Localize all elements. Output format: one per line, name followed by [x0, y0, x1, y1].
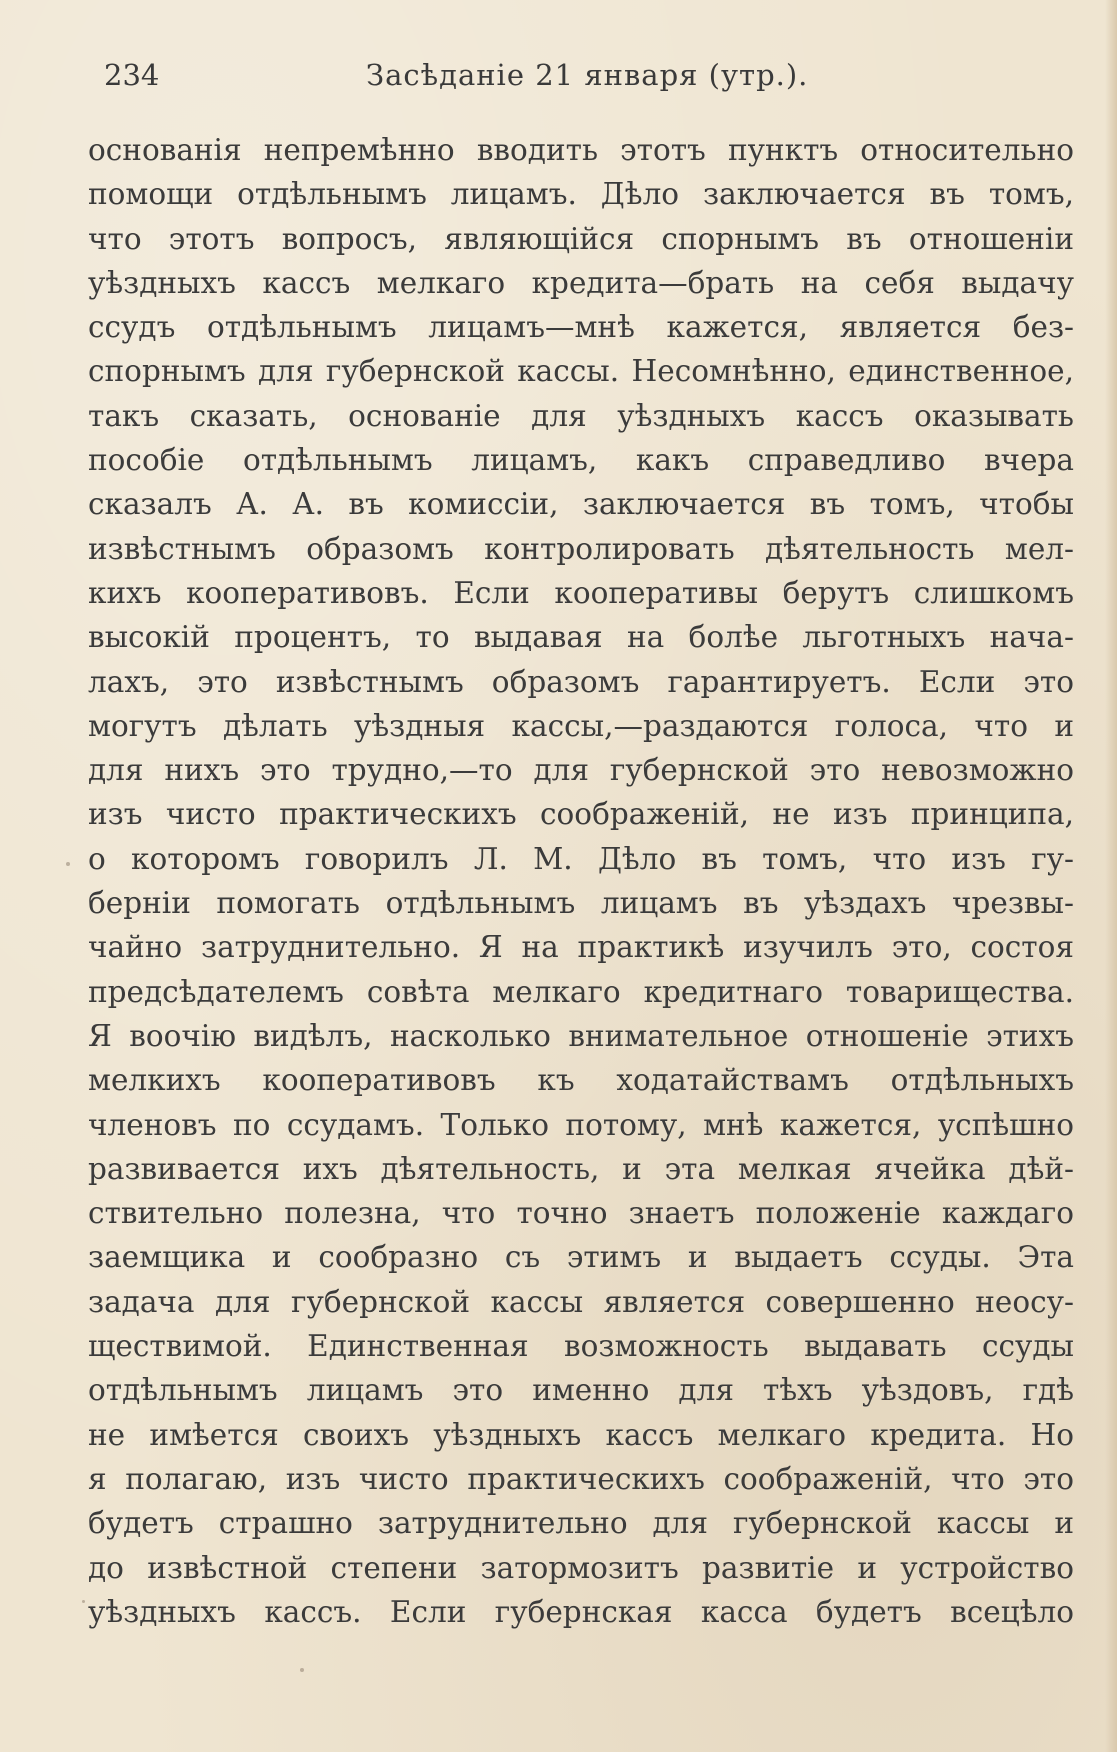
text-line: изъ чисто практическихъ соображеній, не изъ принципа, — [88, 797, 1074, 832]
text-line: что этотъ вопросъ, являющійся спорнымъ въ отношеніи — [88, 221, 1074, 256]
text-line: ствительно полезна, что точно знаетъ положеніе каждаго — [88, 1196, 1074, 1231]
text-line: развивается ихъ дѣятельность, и эта мелкая ячейка дѣй- — [88, 1151, 1074, 1186]
paper-speck — [66, 862, 70, 866]
page-header — [104, 58, 1074, 98]
text-line: будетъ страшно затруднительно для губернской кассы и — [88, 1506, 1074, 1541]
text-line: мелкихъ кооперативовъ къ ходатайствамъ отдѣльныхъ — [88, 1063, 1074, 1098]
text-line: до извѣстной степени затормозитъ развитіе и устройство — [88, 1550, 1074, 1585]
text-line: задача для губернской кассы является совершенно неосу- — [88, 1284, 1074, 1319]
page-edge-shadow — [1105, 0, 1117, 1752]
text-line: членовъ по ссудамъ. Только потому, мнѣ кажется, успѣшно — [88, 1107, 1074, 1142]
text-line: чайно затруднительно. Я на практикѣ изучилъ это, состоя — [88, 930, 1074, 965]
text-line: отдѣльнымъ лицамъ это именно для тѣхъ уѣздовъ, гдѣ — [88, 1373, 1074, 1408]
text-line: я полагаю, изъ чисто практическихъ соображеній, что это — [88, 1461, 1074, 1496]
text-line: уѣздныхъ кассъ мелкаго кредита—брать на себя выдачу — [88, 265, 1074, 300]
text-line: помощи отдѣльнымъ лицамъ. Дѣло заключается въ томъ, — [88, 177, 1074, 212]
text-line: кихъ кооперативовъ. Если кооперативы берутъ слишкомъ — [88, 575, 1074, 610]
text-line: спорнымъ для губернской кассы. Несомнѣнно, единственное, — [88, 354, 1074, 389]
text-line: лахъ, это извѣстнымъ образомъ гарантируетъ. Если это — [88, 664, 1074, 699]
text-line: о которомъ говорилъ Л. М. Дѣло въ томъ, что изъ гу- — [88, 841, 1074, 876]
body-text — [88, 128, 1074, 1634]
page-number: 234 — [104, 58, 160, 92]
text-line: могутъ дѣлать уѣздныя кассы,—раздаются голоса, что и — [88, 708, 1074, 743]
text-line: заемщика и сообразно съ этимъ и выдаетъ ссуды. Эта — [88, 1240, 1074, 1275]
text-line: сказалъ А. А. въ комиссіи, заключается въ томъ, чтобы — [88, 487, 1074, 522]
running-head: Засѣданіе 21 января (утр.). — [366, 58, 809, 92]
text-line: ществимой. Единственная возможность выдавать ссуды — [88, 1329, 1074, 1364]
text-line: высокій процентъ, то выдавая на болѣе льготныхъ нача- — [88, 620, 1074, 655]
text-line: ссудъ отдѣльнымъ лицамъ—мнѣ кажется, является без- — [88, 310, 1074, 345]
text-line: основанія непремѣнно вводить этотъ пунктъ относительно — [88, 133, 1074, 167]
text-line: для нихъ это трудно,—то для губернской это невозможно — [88, 753, 1074, 788]
text-line: пособіе отдѣльнымъ лицамъ, какъ справедливо вчера — [88, 443, 1074, 478]
text-line: предсѣдателемъ совѣта мелкаго кредитнаго товарищества. — [88, 974, 1074, 1009]
text-line: такъ сказать, основаніе для уѣздныхъ кассъ оказывать — [88, 398, 1074, 433]
paper-speck — [300, 1668, 304, 1672]
text-line: Я воочію видѣлъ, насколько внимательное отношеніе этихъ — [88, 1018, 1074, 1053]
paper-speck — [82, 1600, 85, 1603]
text-line: не имѣется своихъ уѣздныхъ кассъ мелкаго кредита. Но — [88, 1417, 1074, 1452]
text-line: извѣстнымъ образомъ контролировать дѣятельность мел- — [88, 531, 1074, 566]
text-line: берніи помогать отдѣльнымъ лицамъ въ уѣздахъ чрезвы- — [88, 886, 1074, 921]
text-line: уѣздныхъ кассъ. Если губернская касса будетъ всецѣло — [88, 1594, 1074, 1629]
